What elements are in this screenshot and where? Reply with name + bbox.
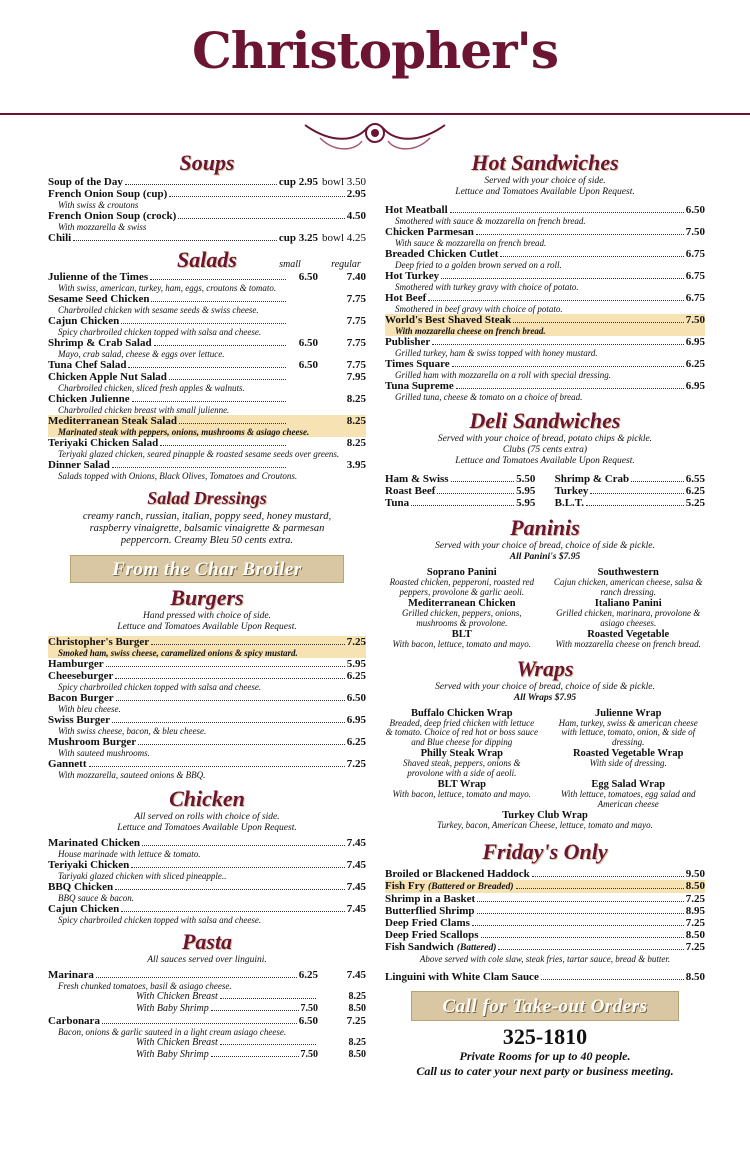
wraps-note: All Wraps $7.95 <box>513 692 577 703</box>
item-name: Shrimp in a Basket <box>385 892 476 905</box>
item-desc: Grilled turkey, ham & swiss topped with honey mustard. <box>395 348 598 358</box>
item-desc: Smothered with turkey gravy with choice of potato. <box>395 282 579 292</box>
item-price: 5.95 <box>516 497 536 509</box>
item-price: 7.25 <box>685 916 705 929</box>
item-name: Gannett <box>48 758 87 770</box>
item-name: Egg Salad Wrap <box>591 779 666 790</box>
item-desc: With mozzarella cheese on french bread. <box>385 326 705 336</box>
deli-right-list <box>555 473 705 509</box>
burgers-note: Hand pressed with choice of side. <box>143 611 271 621</box>
item-name: Publisher <box>385 336 431 348</box>
deli-note: Lettuce and Tomatoes Available Upon Request. <box>455 456 635 466</box>
item-name: Roasted Vegetable <box>587 629 670 640</box>
item-price: 6.25 <box>346 670 366 682</box>
pasta-heading: Pasta <box>181 929 233 954</box>
item-price: 6.50 <box>685 204 705 216</box>
deli-left-list <box>385 473 535 509</box>
item-price: 8.95 <box>685 904 705 917</box>
panini-item <box>551 629 705 650</box>
item-price: 8.50 <box>685 970 705 983</box>
item-price: 7.75 <box>346 293 366 305</box>
item-name: Julienne of the Times <box>48 271 149 283</box>
pasta-note: All sauces served over linguini. <box>147 955 267 965</box>
salads-heading: Salads <box>177 247 237 272</box>
item-price: 7.25 <box>346 758 366 770</box>
item-price-small: 6.50 <box>298 271 318 283</box>
item-desc: BBQ sauce & bacon. <box>58 893 134 903</box>
item-price: 6.55 <box>685 473 705 485</box>
item-desc: Salads topped with Onions, Black Olives, Tomatoes and Croutons. <box>58 471 298 481</box>
menu-item <box>48 459 366 471</box>
item-price: 7.95 <box>346 371 366 383</box>
panini-grid <box>385 566 705 650</box>
item-price: 5.25 <box>685 497 705 509</box>
wrap-item <box>385 779 539 809</box>
item-desc: Grilled chicken, peppers, onions, mushrooms & provolone. <box>402 608 522 628</box>
item-name: Teriyaki Chicken Salad <box>48 437 159 449</box>
menu-item <box>48 881 366 893</box>
item-desc: With bleu cheese. <box>58 704 121 714</box>
item-price: 6.95 <box>685 380 705 392</box>
pasta-option: With Baby Shrimp 7.50 8.50 <box>136 1003 366 1014</box>
deli-note: Served with your choice of bread, potato chips & pickle. <box>437 434 653 444</box>
panini-item <box>551 567 705 597</box>
menu-item <box>48 293 366 305</box>
private-rooms-text: Private Rooms for up to 40 people. <box>459 1048 631 1063</box>
item-name: BLT Wrap <box>437 779 486 790</box>
menu-item <box>48 371 366 383</box>
catering-text: Call us to cater your next party or business meeting. <box>416 1063 674 1078</box>
paninis-heading: Paninis <box>510 515 580 540</box>
logo-christophers: Christopher's <box>191 21 558 80</box>
item-price: 3.95 <box>346 459 366 471</box>
item-name: Shrimp & Crab Salad <box>48 337 152 349</box>
item-name: Chili <box>48 232 72 244</box>
item-desc: With mozzarella & swiss <box>58 222 147 232</box>
item-name: Swiss Burger <box>48 714 111 726</box>
item-name: Marinara <box>48 969 94 981</box>
item-desc: With swiss, american, turkey, ham, eggs, croutons & tomato. <box>58 283 277 293</box>
item-name: Times Square <box>385 358 450 370</box>
item-price-small: 6.50 <box>298 359 318 371</box>
item-desc: Spicy charbroiled chicken topped with salsa and cheese. <box>58 682 262 692</box>
item-price: 6.50 <box>346 692 366 704</box>
menu-item <box>385 929 705 941</box>
item-name: Mediterranean Chicken <box>407 598 516 609</box>
item-price: 2.95 <box>346 188 366 200</box>
menu-item <box>48 232 366 244</box>
panini-item <box>385 629 539 650</box>
menu-item <box>48 210 366 222</box>
item-name: Fish Sandwich <box>385 940 454 953</box>
item-desc: Charbroiled chicken with sesame seeds & swiss cheese. <box>58 305 259 315</box>
item-price: 6.75 <box>685 270 705 282</box>
item-price: 7.75 <box>346 315 366 327</box>
item-desc: Grilled tuna, cheese & tomato on a choice of bread. <box>395 392 583 402</box>
item-name: Soup of the Day <box>48 176 123 188</box>
wrap-item <box>385 810 705 831</box>
item-price: 7.50 <box>685 226 705 238</box>
menu-item <box>48 714 366 726</box>
item-name: Deep Fried Scallops <box>385 928 479 941</box>
menu-item <box>385 497 535 509</box>
item-name: Hot Turkey <box>385 270 440 282</box>
col-small-label: small <box>279 259 301 270</box>
item-name: Broiled or Blackened Haddock <box>385 867 530 880</box>
item-name: Butterflied Shrimp <box>385 904 475 917</box>
item-price: 7.25 <box>685 940 705 953</box>
friday-list <box>385 868 705 954</box>
item-price-small: 6.25 <box>298 969 318 981</box>
menu-item <box>555 485 705 497</box>
item-desc: Grilled ham with mozzarella on a roll with special dressing. <box>395 370 612 380</box>
item-price: 7.45 <box>346 859 366 871</box>
menu-item <box>48 859 366 871</box>
item-price: 7.45 <box>346 881 366 893</box>
item-name: Buffalo Chicken Wrap <box>410 707 513 719</box>
item-desc: Breaded, deep fried chicken with lettuce & tomato. Choice of red hot or boss sauce and Blue cheese for dipping <box>385 717 538 747</box>
item-name: Tuna Chef Salad <box>48 359 127 371</box>
burger-list <box>48 636 366 780</box>
menu-item <box>48 415 366 427</box>
menu-item <box>385 868 705 880</box>
chicken-heading: Chicken <box>169 786 245 811</box>
menu-item <box>385 314 705 326</box>
item-desc: Grilled chicken, marinara, provolone & asiago cheeses. <box>556 608 701 628</box>
item-desc: With mozzarella cheese on french bread. <box>555 639 701 649</box>
item-price: 6.75 <box>685 248 705 260</box>
menu-item <box>48 337 366 349</box>
deli-note: Clubs (75 cents extra) <box>502 445 588 455</box>
item-name: Mushroom Burger <box>48 736 137 748</box>
item-price: 7.75 <box>346 359 366 371</box>
item-price: 8.25 <box>346 393 366 405</box>
item-desc: With side of dressing. <box>589 758 667 768</box>
item-price: 8.50 <box>685 879 705 892</box>
item-name: Ham & Swiss <box>385 473 449 485</box>
menu-item <box>48 176 366 188</box>
chicken-note: All served on rolls with choice of side. <box>134 812 280 822</box>
item-desc: House marinade with lettuce & tomato. <box>58 849 201 859</box>
menu-item <box>385 358 705 370</box>
item-name: Teriyaki Chicken <box>48 859 130 871</box>
salad-list <box>48 271 366 481</box>
wrap-item <box>551 708 705 748</box>
item-price: 7.45 <box>346 837 366 849</box>
item-price: 6.25 <box>685 485 705 497</box>
paninis-note: All Panini's $7.95 <box>509 552 581 562</box>
item-price: 7.25 <box>685 892 705 905</box>
item-name: Chicken Apple Nut Salad <box>48 371 167 383</box>
item-name: Carbonara <box>48 1015 100 1027</box>
item-name: Hot Meatball <box>385 204 448 216</box>
menu-item <box>48 692 366 704</box>
wrap-item <box>385 708 539 748</box>
menu-item <box>48 903 366 915</box>
item-name: Tuna <box>385 497 410 509</box>
item-name: Tuna Supreme <box>385 380 454 392</box>
pasta-option: With Chicken Breast 8.25 <box>136 1037 366 1048</box>
item-note: (Battered or Breaded) <box>428 881 514 892</box>
chicken-list <box>48 837 366 925</box>
paninis-note: Served with your choice of bread, choice of side & pickle. <box>435 541 655 551</box>
item-note: (Battered) <box>456 942 497 953</box>
item-price: 6.95 <box>346 714 366 726</box>
menu-item <box>48 393 366 405</box>
item-desc: Ham, turkey, swiss & american cheese with lettuce, tomato, onion, & side of dressing. <box>558 717 698 747</box>
item-name: Julienne Wrap <box>594 707 662 719</box>
item-price: 9.50 <box>685 867 705 880</box>
item-name: Soprano Panini <box>426 567 497 578</box>
item-name: Roasted Vegetable Wrap <box>572 748 684 759</box>
item-price: cup 3.25 <box>278 232 318 244</box>
menu-item <box>48 636 366 648</box>
left-column <box>48 150 366 1061</box>
burgers-heading: Burgers <box>170 585 244 610</box>
item-name: Christopher's Burger <box>48 636 150 648</box>
item-desc: Tariyaki glazed chicken with sliced pineapple.. <box>58 871 227 881</box>
item-name: BLT <box>451 629 472 640</box>
item-desc: Deep fried to a golden brown served on a roll. <box>395 260 562 270</box>
item-price: 7.50 <box>685 314 705 326</box>
menu-item-linguini <box>385 971 705 983</box>
item-name: World's Best Shaved Steak <box>385 314 512 326</box>
item-name: Chicken Parmesan <box>385 226 474 238</box>
menu-item <box>48 437 366 449</box>
menu-item <box>385 893 705 905</box>
item-name: Cheeseburger <box>48 670 114 682</box>
item-price: 6.95 <box>685 336 705 348</box>
item-price: cup 2.95 <box>278 176 318 188</box>
item-name: B.L.T. <box>554 497 585 509</box>
soups-heading: Soups <box>179 150 235 175</box>
item-desc: Marinated steak with peppers, onions, mushrooms & asiago cheese. <box>48 427 366 437</box>
item-name: Hamburger <box>48 658 104 670</box>
item-price: 7.45 <box>346 969 366 981</box>
item-desc: With bacon, lettuce, tomato and mayo. <box>392 789 532 799</box>
item-name: Fish Fry <box>385 879 426 892</box>
menu-item <box>385 248 705 260</box>
item-name: Southwestern <box>597 567 659 578</box>
burgers-note: Lettuce and Tomatoes Available Upon Request. <box>117 622 297 632</box>
item-desc: Cajun chicken, american cheese, salsa & ranch dressing. <box>553 577 703 597</box>
menu-item <box>48 658 366 670</box>
right-column <box>385 150 705 1079</box>
menu-item <box>385 204 705 216</box>
item-desc: Spicy charbroiled chicken topped with salsa and cheese. <box>58 327 262 337</box>
menu-item <box>555 473 705 485</box>
menu-item-marinara <box>48 969 366 981</box>
item-desc: With lettuce, tomatoes, egg salad and American cheese <box>560 789 696 809</box>
item-name: Hot Beef <box>385 292 427 304</box>
charbroiler-banner: From the Char Broiler <box>70 555 344 583</box>
menu-item <box>385 485 535 497</box>
item-desc: Spicy charbroiled chicken topped with salsa and cheese. <box>58 915 262 925</box>
friday-note: Above served with cole slaw, steak fries, tartar sauce, bread & butter. <box>419 953 671 964</box>
item-price: 4.50 <box>346 210 366 222</box>
item-name: Deep Fried Clams <box>385 916 470 929</box>
item-desc: With sauce & mozzarella on french bread. <box>395 238 547 248</box>
item-price: 7.75 <box>346 337 366 349</box>
phone-number[interactable]: 325-1810 <box>502 1023 588 1049</box>
wrap-item <box>385 748 539 778</box>
item-name: Italiano Panini <box>594 598 662 609</box>
item-desc: Turkey, bacon, American Cheese, lettuce, tomato and mayo. <box>437 820 653 830</box>
wrap-grid <box>385 707 705 831</box>
item-price: 5.95 <box>346 658 366 670</box>
menu-item <box>48 837 366 849</box>
item-desc: Smothered with sauce & mozzarella on french bread. <box>395 216 586 226</box>
dressings-heading: Salad Dressings <box>147 488 267 508</box>
item-name: Dinner Salad <box>48 459 110 471</box>
hot-note: Served with your choice of side. <box>484 176 606 186</box>
dressings-text: creamy ranch, russian, italian, poppy seed, honey mustard, raspberry vinaigrette, balsamic vinaigrette & parmesan peppercorn. Creamy Bleu 50 cents extra. <box>82 511 332 546</box>
item-desc: Smothered in beef gravy with choice of potato. <box>395 304 563 314</box>
item-price: 7.40 <box>346 271 366 283</box>
item-name: Turkey Club Wrap <box>502 810 588 821</box>
item-desc: Teriyaki glazed chicken, seared pinapple & roasted sesame seeds over greens. <box>58 449 340 459</box>
item-price-bowl: bowl 4.25 <box>322 232 366 244</box>
item-name: Turkey <box>554 485 589 497</box>
item-name: Linguini with White Clam Sauce <box>385 970 539 983</box>
item-name: Breaded Chicken Cutlet <box>385 248 499 260</box>
menu-item <box>555 497 705 509</box>
item-desc: Shaved steak, peppers, onions & provolone with a side of aeoli. <box>403 758 521 778</box>
item-name: Cajun Chicken <box>48 903 120 915</box>
menu-item-carbonara <box>48 1015 366 1027</box>
wrap-item <box>551 748 705 778</box>
item-name: French Onion Soup (crock) <box>48 210 177 222</box>
item-name: Sesame Seed Chicken <box>48 293 150 305</box>
menu-item <box>48 188 366 200</box>
item-desc: Smoked ham, swiss cheese, caramelized onions & spicy mustard. <box>48 648 366 658</box>
item-price-small: 6.50 <box>298 337 318 349</box>
menu-item <box>48 758 366 770</box>
wrap-item <box>551 779 705 809</box>
menu-item <box>385 917 705 929</box>
item-name: Philly Steak Wrap <box>420 748 504 759</box>
menu-item <box>48 736 366 748</box>
panini-item <box>385 567 539 597</box>
friday-heading: Friday's Only <box>482 838 608 864</box>
pasta-option: With Chicken Breast 8.25 <box>136 991 366 1002</box>
item-price: 6.25 <box>685 358 705 370</box>
item-price: 7.25 <box>346 636 366 648</box>
item-desc: Fresh chunked tomatoes, basil & asiago cheese. <box>58 981 232 991</box>
item-desc: Mayo, crab salad, cheese & eggs over lettuce. <box>58 349 225 359</box>
item-price: 7.25 <box>346 1015 366 1027</box>
menu-item <box>48 670 366 682</box>
flourish-ornament-icon <box>300 113 450 155</box>
item-price: 5.50 <box>516 473 536 485</box>
hot-sandwiches-heading: Hot Sandwiches <box>471 150 619 175</box>
menu-item <box>48 359 366 371</box>
item-desc: With bacon, lettuce, tomato and mayo. <box>392 639 532 649</box>
hot-note: Lettuce and Tomatoes Available Upon Request. <box>455 187 635 197</box>
menu-item <box>385 880 705 893</box>
deli-heading: Deli Sandwiches <box>469 408 621 433</box>
menu-item <box>48 315 366 327</box>
item-price: 8.25 <box>346 437 366 449</box>
item-price: 8.25 <box>346 415 366 427</box>
menu-item <box>385 473 535 485</box>
pasta-option: With Baby Shrimp 7.50 8.50 <box>136 1049 366 1060</box>
item-price: 5.95 <box>516 485 536 497</box>
item-desc: With mozzarella, sauteed onions & BBQ. <box>58 770 206 780</box>
item-name: Shrimp & Crab <box>554 473 630 485</box>
item-price: 6.75 <box>685 292 705 304</box>
col-regular-label: regular <box>331 259 361 270</box>
menu-item <box>385 905 705 917</box>
menu-item <box>385 380 705 392</box>
item-price: 6.25 <box>346 736 366 748</box>
item-desc: Charbroiled chicken breast with small julienne. <box>58 405 230 415</box>
menu-item <box>385 292 705 304</box>
menu-item <box>385 270 705 282</box>
item-name: Cajun Chicken <box>48 315 120 327</box>
wraps-heading: Wraps <box>516 655 574 681</box>
takeout-banner: Call for Take-out Orders <box>411 991 679 1021</box>
item-desc: With swiss cheese, bacon, & bleu cheese. <box>58 726 207 736</box>
item-name: Bacon Burger <box>48 692 114 704</box>
item-name: French Onion Soup (cup) <box>48 188 168 200</box>
item-desc: With swiss & croutons <box>58 200 139 210</box>
item-desc: Charbroiled chicken, sliced fresh apples & walnuts. <box>58 383 245 393</box>
item-price: 8.50 <box>685 928 705 941</box>
panini-item <box>551 598 705 628</box>
item-name: Marinated Chicken <box>48 837 140 849</box>
panini-item <box>385 598 539 628</box>
item-price-small: 6.50 <box>298 1015 318 1027</box>
wraps-note: Served with your choice of bread, choice of side & pickle. <box>435 681 655 692</box>
item-name: BBQ Chicken <box>48 881 114 893</box>
menu-item <box>385 336 705 348</box>
item-desc: Bacon, onions & garlic sauteed in a light cream asiago cheese. <box>58 1027 287 1037</box>
menu-item <box>385 226 705 238</box>
menu-item <box>385 941 705 954</box>
item-price-bowl: bowl 3.50 <box>322 176 366 188</box>
item-price: 7.45 <box>346 903 366 915</box>
item-name: Mediterranean Steak Salad <box>48 415 177 427</box>
hot-list <box>385 204 705 402</box>
item-name: Roast Beef <box>385 485 436 497</box>
item-desc: Roasted chicken, pepperoni, roasted red peppers, provolone & garlic aeoli. <box>389 577 535 597</box>
item-desc: With sauteed mushrooms. <box>58 748 150 758</box>
item-name: Chicken Julienne <box>48 393 130 405</box>
chicken-note: Lettuce and Tomatoes Available Upon Request. <box>117 823 297 833</box>
